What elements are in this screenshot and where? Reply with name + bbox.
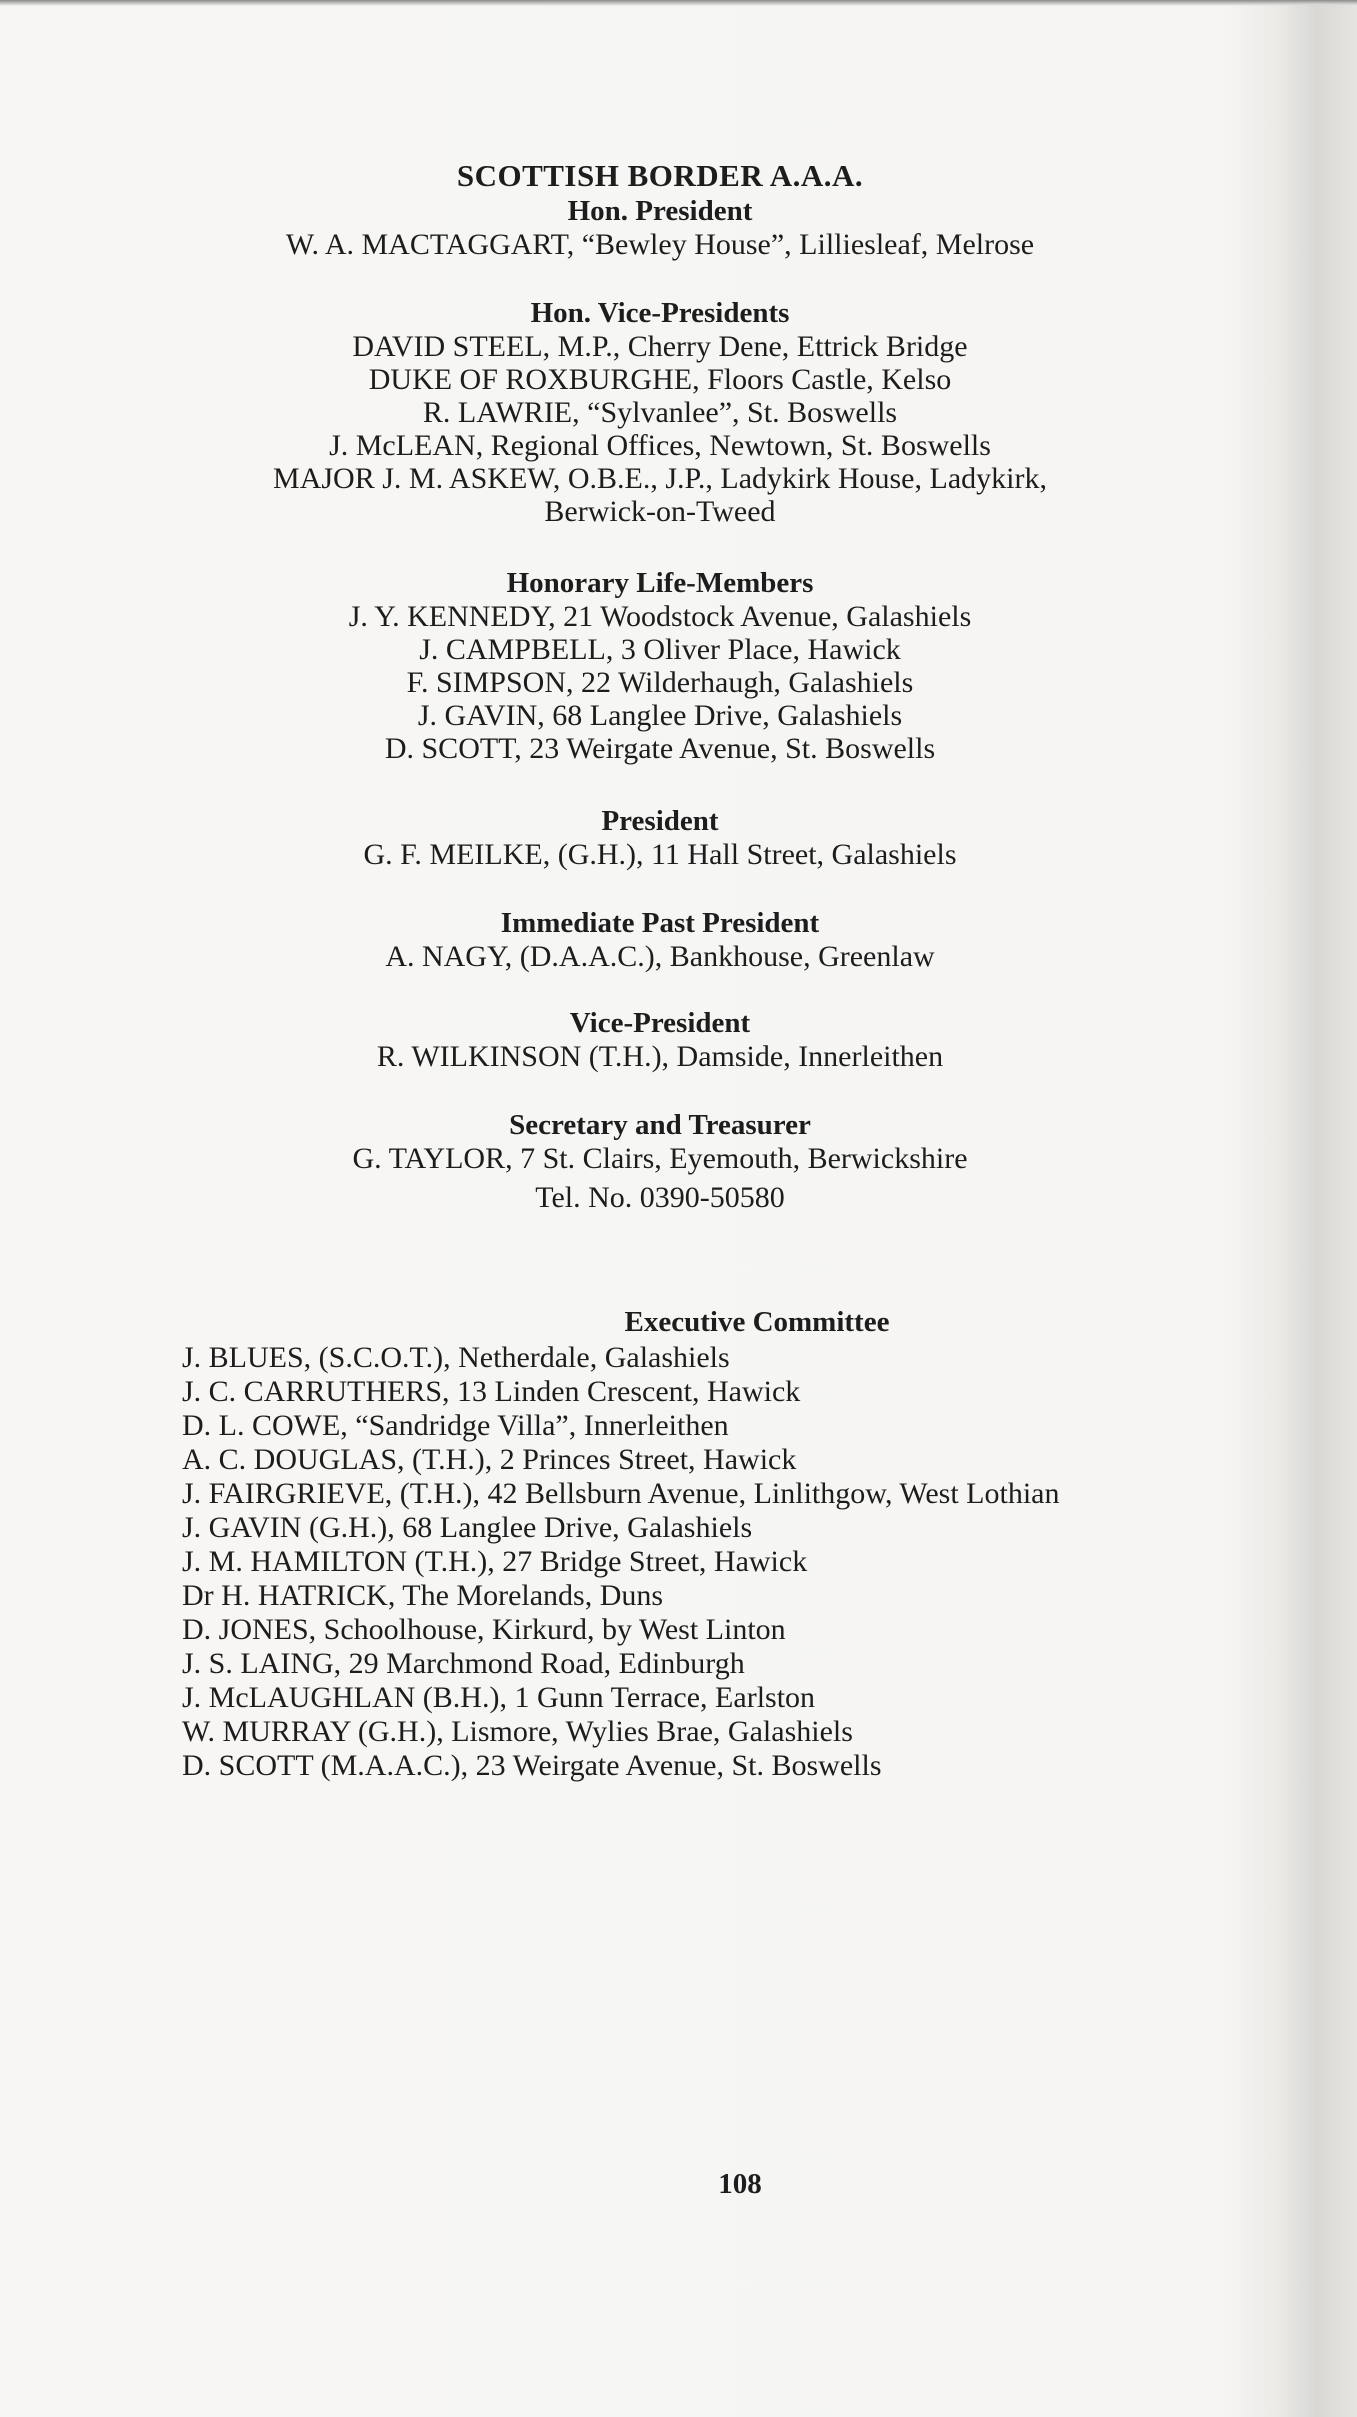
section-immediate-past-president (160, 906, 1160, 973)
member-line: R. WILKINSON (T.H.), Damside, Innerleithen (376, 1040, 944, 1073)
committee-member-line: J. GAVIN (G.H.), 68 Langlee Drive, Galashiels (182, 1511, 753, 1544)
section-vice-president (160, 1006, 1160, 1073)
member-line: R. LAWRIE, “Sylvanlee”, St. Boswells (422, 396, 898, 429)
member-line: G. F. MEILKE, (G.H.), 11 Hall Street, Galashiels (363, 838, 957, 871)
section-heading: Secretary and Treasurer (509, 1109, 811, 1141)
section-heading: Vice-President (569, 1007, 751, 1039)
member-line: MAJOR J. M. ASKEW, O.B.E., J.P., Ladykirk House, Ladykirk, (273, 462, 1047, 495)
member-line: G. TAYLOR, 7 St. Clairs, Eyemouth, Berwickshire (352, 1142, 968, 1175)
document-title: SCOTTISH BORDER A.A.A. (456, 158, 864, 193)
section-president (160, 804, 1160, 871)
member-line: J. CAMPBELL, 3 Oliver Place, Hawick (419, 633, 901, 666)
page-number: 108 (718, 2168, 762, 2200)
member-line: J. Y. KENNEDY, 21 Woodstock Avenue, Galashiels (348, 600, 972, 633)
page-top-edge (0, 0, 1357, 6)
member-line: Berwick-on-Tweed (544, 495, 776, 528)
member-line: J. GAVIN, 68 Langlee Drive, Galashiels (417, 699, 903, 732)
telephone-number: Tel. No. 0390-50580 (535, 1181, 785, 1214)
section-heading: Hon. Vice-Presidents (530, 297, 790, 329)
member-line: D. SCOTT, 23 Weirgate Avenue, St. Boswells (384, 732, 936, 765)
committee-member-line: J. M. HAMILTON (T.H.), 27 Bridge Street, Hawick (182, 1545, 808, 1578)
committee-member-line: J. BLUES, (S.C.O.T.), Netherdale, Galashiels (182, 1341, 730, 1374)
committee-member-line: A. C. DOUGLAS, (T.H.), 2 Princes Street, Hawick (182, 1443, 797, 1476)
section-hon-president (160, 194, 1160, 261)
committee-member-line: J. FAIRGRIEVE, (T.H.), 42 Bellsburn Avenue, Linlithgow, West Lothian (182, 1477, 1060, 1510)
section-heading: Hon. President (567, 195, 753, 227)
section-heading: Immediate Past President (500, 907, 820, 939)
member-line: F. SIMPSON, 22 Wilderhaugh, Galashiels (406, 666, 914, 699)
committee-member-line: Dr H. HATRICK, The Morelands, Duns (182, 1579, 664, 1612)
member-line: DAVID STEEL, M.P., Cherry Dene, Ettrick Bridge (352, 330, 968, 363)
committee-member-line: W. MURRAY (G.H.), Lismore, Wylies Brae, Galashiels (182, 1715, 853, 1748)
section-heading: Honorary Life-Members (506, 567, 814, 599)
section-hon-vice-presidents (160, 296, 1160, 528)
section-heading: Executive Committee (624, 1306, 890, 1338)
committee-list (182, 1341, 1060, 1783)
member-line: W. A. MACTAGGART, “Bewley House”, Lilliesleaf, Melrose (285, 228, 1035, 261)
committee-member-line: J. S. LAING, 29 Marchmond Road, Edinburgh (182, 1647, 745, 1680)
committee-member-line: J. C. CARRUTHERS, 13 Linden Crescent, Hawick (182, 1375, 801, 1408)
member-line: A. NAGY, (D.A.A.C.), Bankhouse, Greenlaw (385, 940, 935, 973)
committee-member-line: D. SCOTT (M.A.A.C.), 23 Weirgate Avenue, St. Boswells (182, 1749, 882, 1782)
committee-member-line: D. JONES, Schoolhouse, Kirkurd, by West Linton (182, 1613, 786, 1646)
committee-member-line: D. L. COWE, “Sandridge Villa”, Innerleithen (182, 1409, 729, 1442)
member-line: J. McLEAN, Regional Offices, Newtown, St. Boswells (329, 429, 991, 462)
section-honorary-life-members (160, 566, 1160, 765)
section-heading: President (601, 805, 719, 837)
member-line: DUKE OF ROXBURGHE, Floors Castle, Kelso (368, 363, 952, 396)
committee-member-line: J. McLAUGHLAN (B.H.), 1 Gunn Terrace, Earlston (182, 1681, 816, 1714)
section-secretary-treasurer (160, 1108, 1160, 1214)
